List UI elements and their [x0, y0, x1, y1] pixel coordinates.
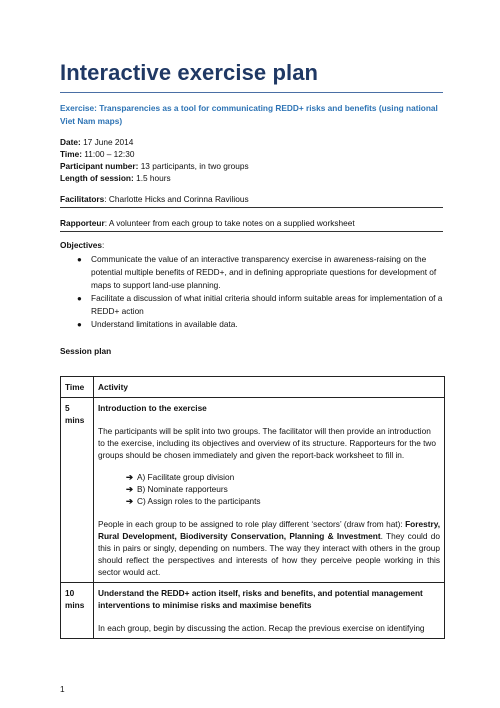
rapporteur-label: Rapporteur: [60, 218, 105, 228]
length-line: [60, 173, 171, 185]
session-plan-table: [60, 376, 445, 639]
participants-line: [60, 161, 249, 173]
header-activity: Activity: [94, 377, 445, 398]
objectives-label: Objectives: [60, 240, 102, 250]
objective-item: [60, 318, 450, 331]
facilitators-label: Facilitators: [60, 194, 105, 204]
objective-item: [60, 292, 450, 318]
bullet-icon: ●: [77, 320, 82, 329]
roles-sectors: Forestry, Rural Development, Biodiversity Conservation, Planning & Investment: [98, 519, 440, 541]
arrow-right-icon: ➔: [126, 484, 133, 494]
arrow-right-icon: ➔: [126, 496, 133, 506]
facilitators-rule: [60, 207, 443, 208]
date-label: Date:: [60, 137, 81, 147]
participants-value: 13 participants, in two groups: [140, 161, 249, 171]
page-number: 1: [60, 684, 65, 694]
step-text: C) Assign roles to the participants: [136, 496, 261, 506]
exercise-subtitle: Exercise: Transparencies as a tool for communicating REDD+ risks and benefits (using national Viet Nam maps): [60, 103, 438, 126]
steps-list: [126, 471, 440, 507]
step-item: [126, 471, 440, 483]
time-value: 11:00 – 12:30: [84, 149, 135, 159]
time-label: Time:: [60, 149, 82, 159]
date-value: 17 June 2014: [83, 137, 134, 147]
activity-paragraph: The participants will be split into two groups. The facilitator will then provide an introduction to the exercise, including its objectives and overview of its structure. Rapporteurs for the two groups should be chosen immediately and given the report-back worksheet to fill in.: [98, 426, 437, 460]
page-title: Interactive exercise plan: [60, 60, 319, 85]
objectives-heading: [60, 240, 104, 252]
rapporteur-value: : A volunteer from each group to take notes on a supplied worksheet: [104, 218, 355, 228]
table-header-row: [61, 377, 445, 398]
date-line: [60, 137, 133, 149]
objective-text: Facilitate a discussion of what initial criteria should inform suitable areas for implementation of a REDD+ action: [91, 293, 443, 316]
objective-text: Understand limitations in available data.: [91, 319, 238, 329]
roles-text-start: People in each group to be assigned to role play different ‘sectors’ (draw from hat):: [98, 519, 406, 529]
arrow-right-icon: ➔: [126, 472, 133, 482]
length-label: Length of session:: [60, 173, 134, 183]
row-activity: [94, 583, 445, 639]
session-plan-heading: Session plan: [60, 346, 112, 356]
step-text: A) Facilitate group division: [136, 472, 235, 482]
table-row: [61, 398, 445, 583]
activity-title: Introduction to the exercise: [98, 403, 207, 413]
table-row: [61, 583, 445, 639]
bullet-icon: ●: [77, 255, 82, 264]
step-item: [126, 483, 440, 495]
participants-label: Participant number:: [60, 161, 139, 171]
objective-text: Communicate the value of an interactive transparency exercise in awareness-raising on the potential multiple benefits of REDD+, and in defining appropriate questions for development of maps to support land-use planning.: [91, 254, 437, 290]
row-time: 5 mins: [61, 398, 94, 583]
step-item: [126, 495, 440, 507]
objectives-list: [60, 253, 450, 331]
time-line: [60, 149, 134, 161]
objective-item: [60, 253, 450, 292]
roles-paragraph: [98, 518, 440, 578]
title-divider: [60, 92, 443, 93]
facilitators-line: [60, 194, 249, 206]
row-activity: [94, 398, 445, 583]
rapporteur-line: [60, 218, 355, 230]
roles-text-end: . They could do this in pairs or singly, depending on numbers. The way they interact with others in the group should reflect the perspectives and interests of how they perceive people working in this sector would act.: [98, 531, 440, 577]
facilitators-value: : Charlotte Hicks and Corinna Ravilious: [104, 194, 249, 204]
objectives-colon: :: [101, 240, 105, 250]
step-text: B) Nominate rapporteurs: [136, 484, 228, 494]
row-time: 10 mins: [61, 583, 94, 639]
rapporteur-rule: [60, 231, 443, 232]
header-time: Time: [61, 377, 94, 398]
length-value: 1.5 hours: [136, 173, 171, 183]
activity-title: Understand the REDD+ action itself, risks and benefits, and potential management interventions to minimise risks and maximise benefits: [98, 588, 423, 610]
activity-paragraph: In each group, begin by discussing the action. Recap the previous exercise on identifying: [98, 623, 425, 633]
bullet-icon: ●: [77, 294, 82, 303]
